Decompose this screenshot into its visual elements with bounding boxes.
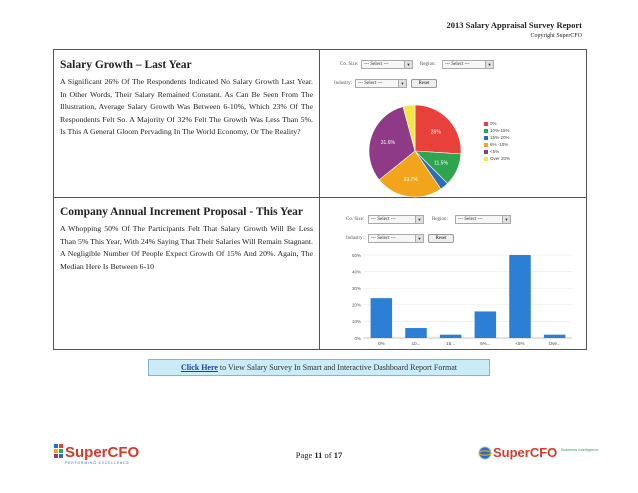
logo-left-tagline: PERFORMING EXCELLENCE — [65, 461, 130, 465]
chevron-down-icon: ▼ — [502, 216, 510, 223]
legend-item — [484, 141, 510, 148]
increment-proposal-row — [54, 197, 586, 349]
x-tick-label: 15... — [446, 341, 456, 346]
page-prefix: Page — [295, 450, 315, 460]
increment-chart-cell — [320, 197, 586, 349]
increment-text-cell — [54, 197, 320, 349]
salary-growth-pie-chart — [320, 50, 586, 197]
industry-value: --- Select --- — [358, 81, 383, 86]
reset-button[interactable]: Reset — [428, 234, 454, 243]
legend-swatch — [484, 157, 488, 161]
co-size-value: --- Select --- — [371, 217, 396, 222]
pie-slice-label: 11.5% — [434, 160, 448, 167]
banner-text: to View Salary Survey In Smart and Interactive Dashboard Report Format — [217, 363, 458, 372]
salary-growth-text-cell — [54, 50, 320, 197]
section-body: A Significant 26% Of The Respondents Indicated No Salary Growth Last Year. In Other Words, Their Salary Remained Constant. As Can Be Seen From The Illustration, Average Salary Growth Was Between 6-10%, Which 23% Of The Respondents Felt So. A Majority Of 32% Felt The Growth Was Less Than 5%. Is This A General Gloom Pervading In The World Economy, Or The Reality? — [60, 77, 313, 137]
region-label: Region: — [420, 62, 436, 67]
pie-slice-label: 23.7% — [403, 177, 418, 184]
section-title: Salary Growth – Last Year — [60, 59, 192, 71]
x-tick-label: 10... — [411, 341, 421, 346]
legend-swatch — [484, 129, 488, 133]
y-tick-label: 50% — [351, 252, 361, 258]
content-table — [53, 49, 587, 350]
globe-icon — [479, 447, 491, 459]
chevron-down-icon: ▼ — [398, 80, 406, 87]
click-here-link[interactable]: Click Here — [180, 363, 218, 372]
dashboard-link-banner[interactable] — [148, 359, 490, 376]
industry-label: Industry: — [334, 81, 353, 86]
pie-slice-label: 31.6% — [380, 140, 395, 147]
copyright-text: Copyright SuperCFO — [530, 33, 582, 39]
legend-item — [484, 134, 510, 141]
co-size-value: --- Select --- — [364, 62, 389, 67]
report-title: 2013 Salary Appraisal Survey Report — [446, 20, 582, 30]
bar-0 — [371, 298, 392, 338]
chevron-down-icon: ▼ — [415, 216, 423, 223]
pie-slice-label: 26% — [430, 129, 441, 136]
x-tick-label: 6%... — [480, 341, 491, 346]
y-tick-label: 30% — [351, 286, 361, 291]
logo-right-text: SuperCFO — [493, 445, 558, 460]
x-tick-label: 0% — [378, 341, 385, 346]
bar-1 — [405, 328, 426, 338]
bar-2 — [440, 335, 461, 338]
region-value: --- Select --- — [458, 217, 483, 222]
legend-label: Over 20% — [490, 156, 511, 161]
salary-growth-row — [54, 50, 586, 198]
co-size-label: Co. Size: — [346, 217, 365, 222]
y-tick-label: 40% — [351, 269, 361, 275]
reset-button[interactable]: Reset — [411, 79, 437, 88]
x-tick-label: Ove... — [548, 341, 561, 346]
co-size-label: Co. Size: — [340, 62, 359, 67]
pie-legend — [484, 120, 510, 162]
y-tick-label: 10% — [351, 319, 361, 325]
page-mid: of — [322, 450, 334, 460]
logo-right-tagline: Business Intelligence — [561, 447, 599, 452]
supercfo-logo-right — [477, 440, 599, 466]
legend-item — [484, 155, 510, 162]
industry-label: Industry: — [346, 236, 365, 241]
bar-5 — [544, 335, 565, 338]
x-tick-label: <5% — [515, 341, 525, 346]
salary-growth-chart-cell — [320, 50, 586, 197]
legend-item — [484, 127, 510, 134]
y-tick-label: 20% — [351, 302, 361, 308]
legend-swatch — [484, 122, 488, 126]
section-body: A Whopping 50% Of The Participants Felt That Salary Growth Will Be Less Than 5% This Year, With 24% Saying That Their Salaries Will Remain Stagnant. A Negligible Number Of People Expect Growth Of 15% And 20%. Again, The Median Here Is Between 6-10 — [60, 224, 313, 271]
chevron-down-icon: ▼ — [485, 61, 493, 68]
increment-bar-chart — [320, 197, 586, 349]
legend-item — [484, 120, 510, 127]
chevron-down-icon: ▼ — [415, 235, 423, 242]
section-title: Company Annual Increment Proposal - This Year — [60, 206, 304, 218]
page-total: 17 — [333, 450, 343, 460]
region-value: --- Select --- — [445, 62, 470, 67]
legend-label: 15%-20% — [490, 135, 510, 140]
chevron-down-icon: ▼ — [404, 61, 412, 68]
legend-item — [484, 148, 510, 155]
legend-label: 10%-15% — [490, 128, 510, 133]
logo-left-text: SuperCFO — [65, 444, 140, 461]
legend-swatch — [484, 136, 488, 140]
legend-swatch — [484, 150, 488, 154]
y-tick-label: 0% — [354, 335, 361, 341]
legend-label: <5% — [490, 149, 500, 154]
industry-value: --- Select --- — [371, 236, 396, 241]
page-current: 11 — [314, 450, 323, 460]
legend-label: 0% — [490, 121, 497, 126]
legend-label: 6% -10% — [490, 142, 509, 147]
bar-3 — [475, 311, 496, 338]
bar-4 — [509, 255, 530, 338]
region-label: Region: — [432, 217, 448, 222]
legend-swatch — [484, 143, 488, 147]
